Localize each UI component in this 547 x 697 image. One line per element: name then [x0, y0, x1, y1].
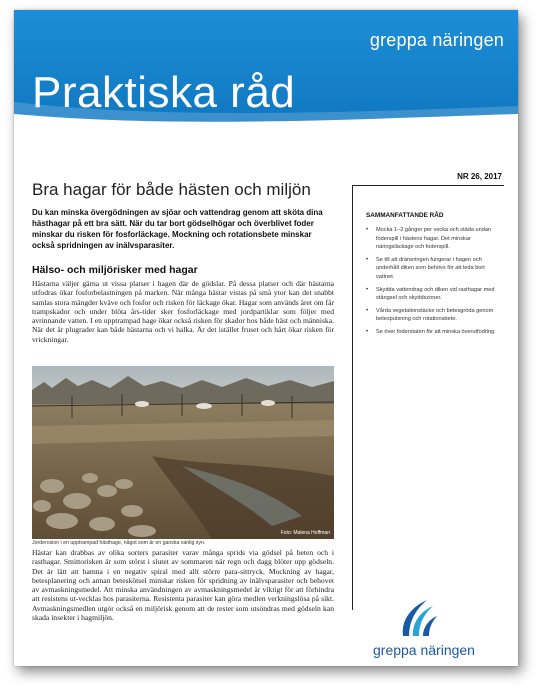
body-paragraph: Hästar kan drabbas av olika sorters parasiter varav många sprids via gödsel på beten och i rasthagar. Smittorisken är som störst i slutet av sommaren när regn och dagg blöter upp gödseln. Det är lätt att hamna i en negativ spiral med allt större para-sittryck. Mockning av hagar, betesplanering och annan beteskötsel minskar risken för spridning av inälvsparasiter och behovet av avmaskningsmedel. Att minska användningen av avmaskningsmedel är viktigt för att förhindra att resistens ut-vecklas hos parasiterna. Resistenta parasiter kan göra medlen verkningslösa på sikt. Avmaskningsmedlen utgör också en miljörisk genom att de rester som utsöndras med gödseln kan skada insekter i hagmiljön.: [32, 548, 334, 623]
body-paragraph: Hästarna väljer gärna ut vissa platser i hagen där de gödslar. På dessa platser och där hästarna utfodras ökar fosforbelastningen på marken. När många hästar vistas på små ytor kan det snabbt samlas stora mängder kväve och fosfor och risken för läckage ökar. Hagar som används året om får trampskador och under blöta års-tider sker fosforläckage med jordpartiklar som följer med avrinnande vatten. I en upptrampad hage ökar också risken för skador hos både häst och människa. När det är plugrader kan både hästarna och vi halka. Är det istället fruset och hårt ökar risken för vrickningar.: [32, 279, 334, 344]
document-page: [14, 10, 518, 666]
summary-item: • Mocka 1–2 gånger per vecka och städa undan foderspill i hästens hagar. Det minskar näringsläckage och foderspill.: [366, 227, 492, 251]
photo-credit: Foto: Malena Hoffman: [280, 530, 330, 536]
column-divider: [352, 185, 353, 610]
bullet-icon: •: [366, 227, 369, 233]
section-heading: Hälso- och miljörisker med hagar: [32, 264, 198, 276]
bullet-icon: •: [366, 256, 369, 263]
bullet-icon: •: [366, 328, 369, 335]
issue-number: NR 26, 2017: [457, 172, 502, 181]
bullet-icon: •: [366, 286, 369, 293]
footer-logo-text: greppa näringen: [373, 642, 475, 658]
sidebar-divider: [352, 185, 504, 186]
summary-item: • Se till att dräneringen fungerar i hagen och underhåll diken som behövs för att leda bort vattnet.: [366, 256, 485, 280]
summary-list: [366, 226, 502, 341]
article-lead: Du kan minska övergödningen av sjöar och vattendrag genom att sköta dina hästhagar på ett bra sätt. När du tar bort gödselhögar och överblivet foder minskar du risken för fosforläckage. Mockning och rotationsbete minskar också spridningen av inälvsparasiter.: [32, 208, 323, 250]
paddock-photo: [32, 366, 334, 539]
article-title: Bra hagar för både hästen och miljön: [32, 180, 311, 199]
header-title: Praktiska råd: [32, 68, 296, 117]
summary-item: • Se över foderstaten för att minska överutfodring.: [366, 328, 496, 335]
summary-item: • Skydda vattendrag och diken vid rasthagar med stängsel och skyddszoner.: [366, 286, 495, 302]
summary-item: • Vårda vegetationstäcke och betesgröda genom betesputsning och rotationsbete.: [366, 307, 494, 323]
greppa-logo-icon: [397, 596, 437, 638]
summary-title: SAMMANFATTANDE RÅD: [366, 212, 444, 219]
photo-caption: Jorderosion i en upptrampad hästhage, något som är en ganska vanlig syn.: [32, 540, 206, 546]
bullet-icon: •: [366, 307, 369, 314]
header-brand: greppa näringen: [369, 30, 504, 50]
header-banner: [14, 10, 518, 128]
